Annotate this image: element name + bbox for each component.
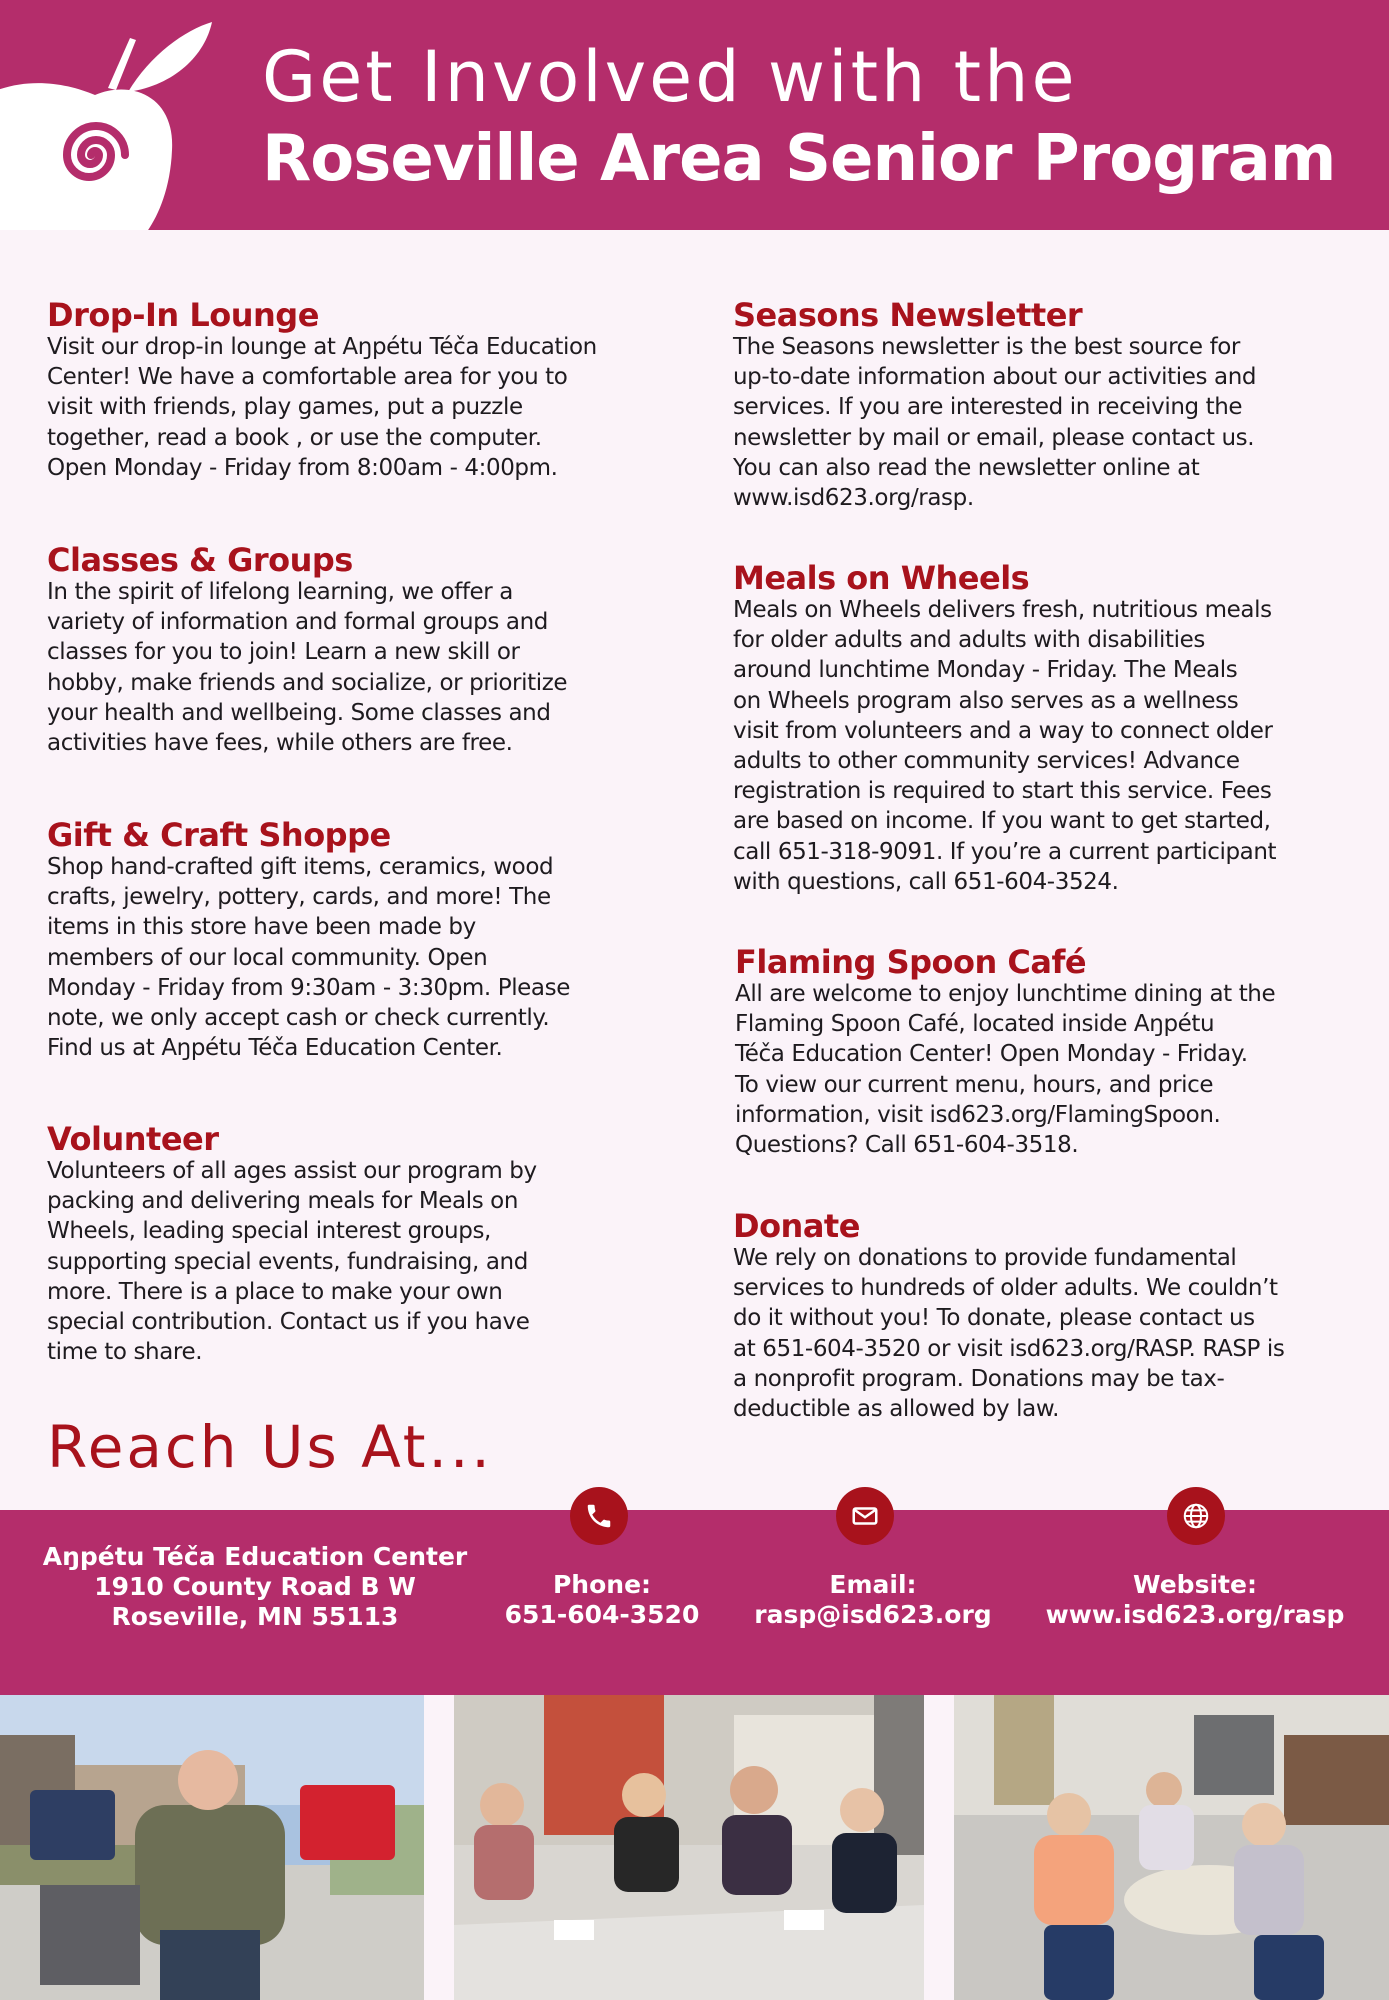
section-donate xyxy=(733,1209,1373,1424)
section-title: Meals on Wheels xyxy=(733,559,1030,597)
website-contact xyxy=(1040,1570,1350,1630)
section-classes-groups xyxy=(47,543,687,758)
volunteer-photo xyxy=(0,1695,424,2000)
section-body: Visit our drop-in lounge at Aŋpétu Téča Education Center! We have a comfortable area for you to visit with friends, play games, put a puzzle together, read a book , or use the computer. Open Monday - Friday from 8:00am - 4:00pm. xyxy=(47,334,597,481)
phone-contact xyxy=(482,1570,722,1630)
section-body: In the spirit of lifelong learning, we offer a variety of information and formal groups and classes for you to join! Learn a new skill or hobby, make friends and socialize, or prioritize your health and wellbeing. Some classes and activities have fees, while others are free. xyxy=(47,579,568,757)
email-label: Email: xyxy=(829,1570,917,1599)
email-icon xyxy=(836,1487,894,1545)
header-title: Roseville Area Senior Program xyxy=(262,122,1336,196)
section-gift-craft-shoppe xyxy=(47,818,687,1063)
apple-logo-icon xyxy=(0,0,215,230)
header-banner xyxy=(0,0,1389,230)
website-url[interactable]: www.isd623.org/rasp xyxy=(1045,1600,1345,1629)
section-body: All are welcome to enjoy lunchtime dining at the Flaming Spoon Café, located inside Aŋpétu Téča Education Center! Open Monday - Friday. To view our current menu, hours, and price information, visit isd623.org/FlamingSpoon. Questions? Call 651-604-3518. xyxy=(735,981,1276,1159)
phone-label: Phone: xyxy=(552,1570,652,1599)
address-line: 1910 County Road B W xyxy=(94,1572,416,1601)
section-title: Classes & Groups xyxy=(47,541,353,579)
section-flaming-spoon-cafe xyxy=(735,945,1375,1160)
group-class-photo xyxy=(454,1695,924,2000)
phone-icon xyxy=(570,1487,628,1545)
section-body: Volunteers of all ages assist our program by packing and delivering meals for Meals on Wheels, leading special interest groups, supporting special events, fundraising, and more. There is a place to make your own special contribution. Contact us if you have time to share. xyxy=(47,1158,537,1366)
section-body: Shop hand-crafted gift items, ceramics, wood crafts, jewelry, pottery, cards, and more! The items in this store have been made by members of our local community. Open Monday - Friday from 9:30am - 3:30pm. Please note, we only accept cash or check currently. Find us at Aŋpétu Téča Education Center. xyxy=(47,854,570,1062)
address-line: Aŋpétu Téča Education Center xyxy=(42,1542,468,1571)
section-volunteer xyxy=(47,1122,687,1367)
section-body: Meals on Wheels delivers fresh, nutritious meals for older adults and adults with disabilities around lunchtime Monday - Friday. The Meals on Wheels program also serves as a wellness visit from volunteers and a way to connect older adults to other community services! Advance registration is required to start this service. Fees are based on income. If you want to get started, call 651-318-9091. If you’re a current participant with questions, call 651-604-3524. xyxy=(733,597,1277,895)
section-body: We rely on donations to provide fundamental services to hundreds of older adults. We couldn’t do it without you! To donate, please contact us at 651-604-3520 or visit isd623.org/RASP. RASP is a nonprofit program. Donations may be tax- deductible as allowed by law. xyxy=(733,1245,1285,1423)
section-title: Gift & Craft Shoppe xyxy=(47,816,391,854)
email-contact xyxy=(748,1570,998,1630)
section-body: The Seasons newsletter is the best source for up-to-date information about our activities and services. If you are interested in receiving the newsletter by mail or email, please contact us. You can also read the newsletter online at www.isd623.org/rasp. xyxy=(733,334,1257,512)
section-title: Seasons Newsletter xyxy=(733,296,1083,334)
phone-number[interactable]: 651-604-3520 xyxy=(504,1600,700,1629)
card-game-photo xyxy=(954,1695,1389,2000)
reach-us-heading: Reach Us At... xyxy=(47,1413,493,1481)
section-title: Volunteer xyxy=(47,1120,219,1158)
section-drop-in-lounge xyxy=(47,298,687,483)
section-title: Drop-In Lounge xyxy=(47,296,319,334)
website-label: Website: xyxy=(1133,1570,1257,1599)
section-meals-on-wheels xyxy=(733,561,1373,897)
section-title: Donate xyxy=(733,1207,860,1245)
header-subtitle: Get Involved with the xyxy=(262,36,1078,118)
section-title: Flaming Spoon Café xyxy=(735,943,1087,981)
address-block xyxy=(40,1542,470,1632)
email-address[interactable]: rasp@isd623.org xyxy=(754,1600,992,1629)
address-line: Roseville, MN 55113 xyxy=(111,1602,399,1631)
section-seasons-newsletter xyxy=(733,298,1373,513)
globe-icon xyxy=(1167,1487,1225,1545)
